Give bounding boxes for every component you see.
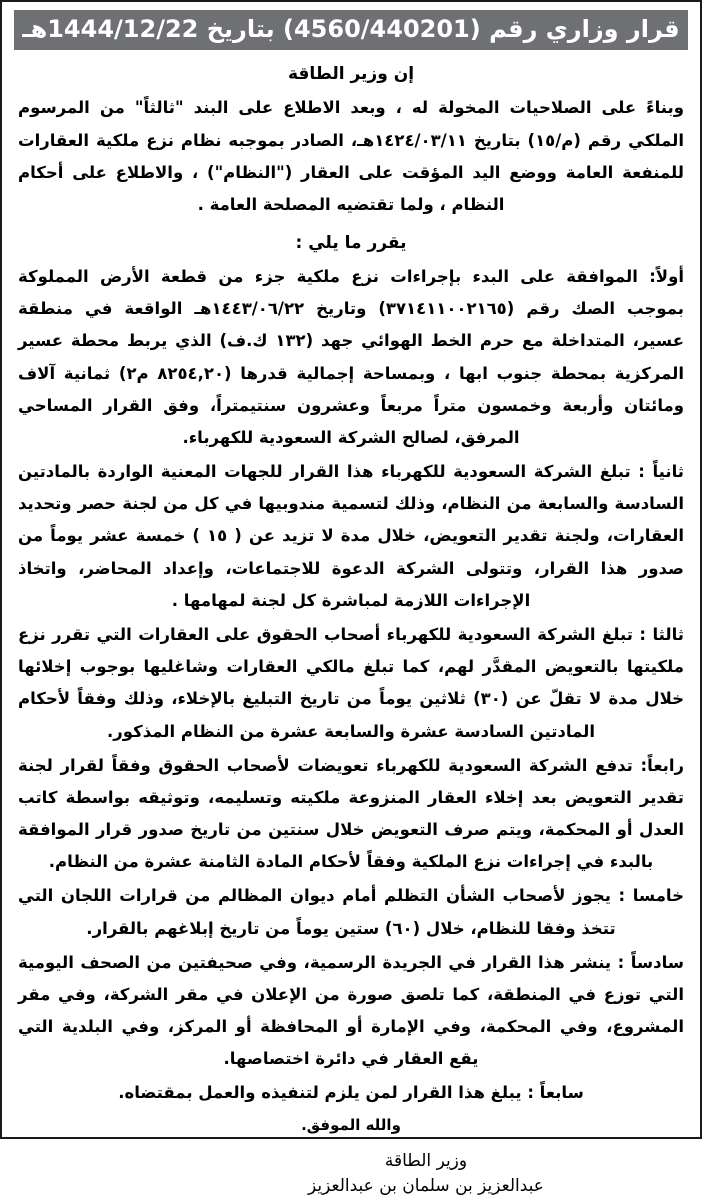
clause-first: أولاً: الموافقة على البدء بإجراءات نزع ملكية جزء من قطعة الأرض المملوكة بموجب الصك رقم (٣٧١٤١١٠٠٢١٦٥) وتاريخ ١٤٤٣/٠٦/٢٢هـ الواقعة في منطقة عسير، المتداخلة مع حرم الخط الهوائي جهد (١٣٢ ك.ف) الذي يربط محطة عسير المركزية بمحطة جنوب ابها ، وبمساحة إجمالية قدرها (٨٢٥٤,٢٠ م٢) ثمانية آلاف ومائتان وأربعة وخمسون متراً مربعاً وعشرون سنتيمتراً، وفق القرار المساحي المرفق، لصالح الشركة السعودية للكهرباء. xyxy=(18,267,685,447)
document-banner-title: قرار وزاري رقم (4560/440201) بتاريخ 1444/12/22هـ xyxy=(14,10,688,50)
signature-title: وزير الطاقة xyxy=(384,1150,468,1171)
clause-second: ثانياً : تبلغ الشركة السعودية للكهرباء هذا القرار للجهات المعنية الواردة بالمادتين السادسة والسابعة من النظام، وذلك لتسمية مندوبيها في كل من لجنة حصر وتحديد العقارات، ولجنة تقدير التعويض، خلال مدة لا تزيد عن ( ١٥ ) خمسة عشر يوماً من صدور هذا القرار، وتتولى الشركة الدعوة للاجتماعات، وإعداد المحاضر، واتخاذ الإجراءات اللازمة لمباشرة كل لجنة لمهامها . xyxy=(18,462,684,610)
decide-heading: يقرر ما يلي : xyxy=(295,233,407,254)
clause-third: ثالثا : تبلغ الشركة السعودية للكهرباء أصحاب الحقوق على العقارات التي تقرر نزع ملكيتها بالتعويض المقدَّر لهم، كما تبلغ مالكي العقارات وشاغليها بوجوب إخلائها خلال مدة لا تقلّ عن (٣٠) ثلاثين يوماً من تاريخ التبليغ بالإخلاء، وذلك وفقاً لأحكام المادتين السادسة عشرة والسابعة عشرة من النظام المذكور. xyxy=(18,624,684,741)
preamble-paragraph: وبناءً على الصلاحيات المخولة له ، وبعد الاطلاع على البند "ثالثاً" من المرسوم الملكي رقم (م/١٥) بتاريخ ١٤٢٤/٠٣/١١هـ، الصادر بموجبه نظام نزع ملكية العقارات للمنفعة العامة ووضع اليد المؤقت على العقار ("النظام") ، والاطلاع على أحكام النظام ، ولما تقتضيه المصلحة العامة . xyxy=(18,98,684,214)
issuer-heading: إن وزير الطاقة xyxy=(287,64,415,85)
clause-seventh: سابعاً : يبلغ هذا القرار لمن يلزم لتنفيذه والعمل بمقتضاه. xyxy=(118,1083,584,1103)
clause-fourth: رابعاً: تدفع الشركة السعودية للكهرباء تعويضات لأصحاب الحقوق وفقاً لقرار لجنة تقدير التعويض بعد إخلاء العقار المنزوعة ملكيته وتسليمه، وتوثيقه بواسطة كاتب العدل أو المحكمة، ويتم صرف التعويض خلال سنتين من تاريخ صدور قرار الموافقة بالبدء في إجراءات نزع الملكية وفقاً لأحكام المادة الثامنة عشرة من النظام. xyxy=(18,755,684,872)
clause-sixth: سادساً : ينشر هذا القرار في الجريدة الرسمية، وفي صحيفتين من الصحف اليومية التي توزع في المنطقة، كما تلصق صورة من الإعلان في مقر الشركة، وفي مقر المشروع، وفي المحكمة، وفي الإمارة أو المحافظة أو المركز، وفي البلدية التي يقع العقار في دائرة اختصاصها. xyxy=(18,952,684,1069)
closing-phrase: والله الموفق. xyxy=(301,1115,401,1134)
document-body xyxy=(12,50,690,1199)
signature-name: عبدالعزيز بن سلمان بن عبدالعزيز xyxy=(308,1176,544,1197)
clause-fifth: خامسا : يجوز لأصحاب الشأن التظلم أمام ديوان المظالم من قرارات اللجان التي تتخذ وفقا للنظام، خلال (٦٠) ستين يوماً من تاريخ إبلاغهم بالقرار. xyxy=(18,886,684,938)
signature-block xyxy=(18,1149,684,1200)
